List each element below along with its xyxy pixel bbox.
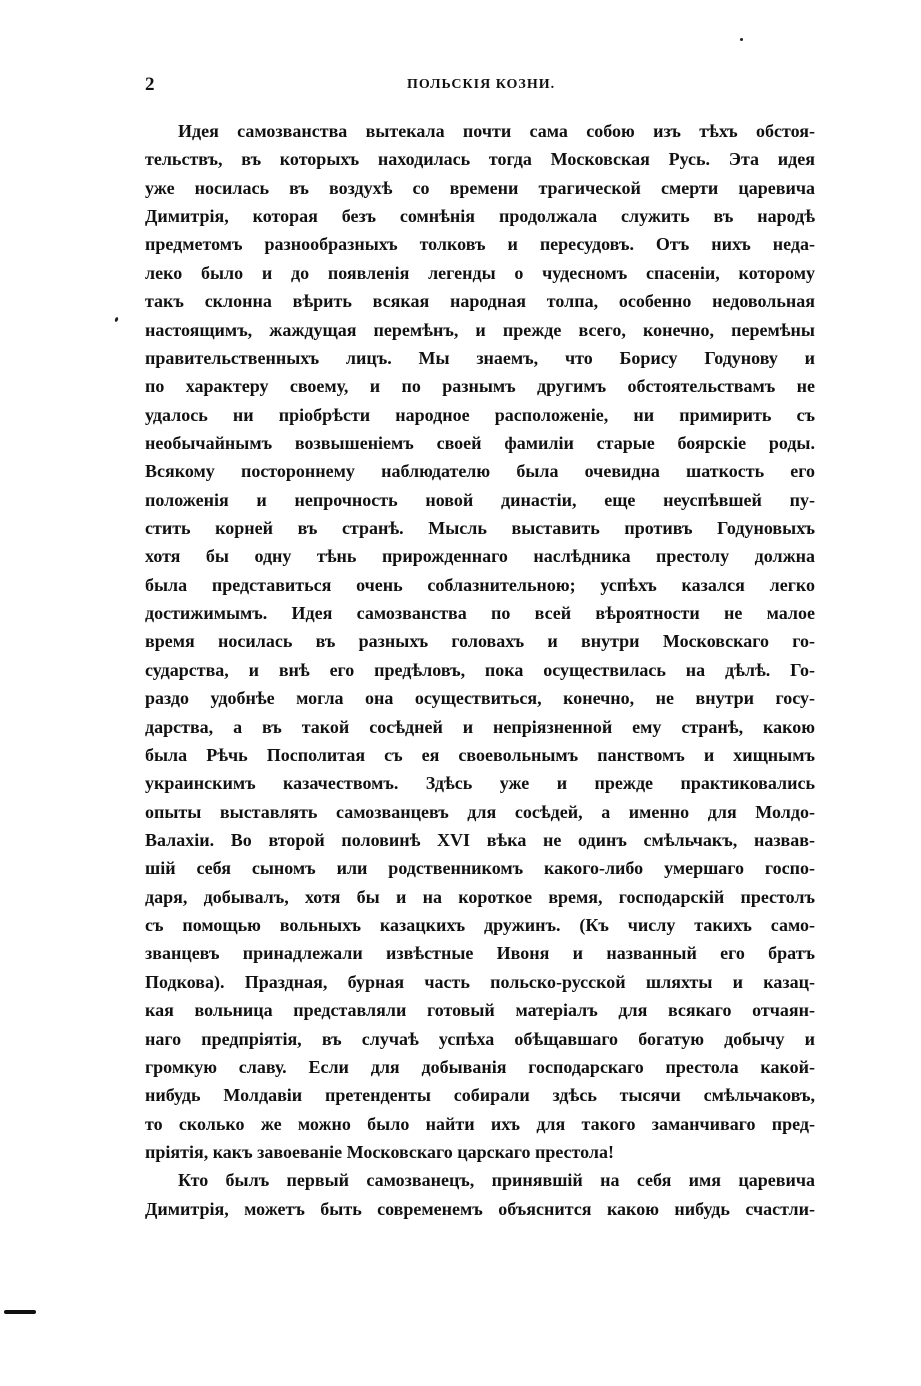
paragraph-1-line: сударства, и внѣ его предѣловъ, пока осуществилась на дѣлѣ. Го- [145, 659, 815, 680]
paragraph-1-line: время носилась въ разныхъ головахъ и внутри Московскаго го- [145, 631, 815, 652]
page-number: 2 [145, 74, 155, 95]
paragraph-1-line: хотя бы одну тѣнь прирожденнаго наслѣдника престолу должна [145, 546, 815, 567]
paragraph-1-line: уже носилась въ воздухѣ со времени трагической смерти царевича [145, 177, 815, 198]
paragraph-1-line: Идея самозванства вытекала почти сама собою изъ тѣхъ обстоя- [178, 121, 815, 141]
print-speck [740, 38, 743, 41]
paragraph-1-line: кая вольница представляли готовый матеріалъ для всякаго отчаян- [145, 1000, 815, 1021]
paragraph-1-line: была представиться очень соблазнительною; успѣхъ казался легко [145, 574, 815, 595]
page-header [145, 74, 815, 98]
paragraph-1-line: леко было и до появленія легенды о чудесномъ спасеніи, которому [145, 262, 815, 283]
paragraph-1-line: нибудь Молдавіи претенденты собирали здѣсь тысячи смѣльчаковъ, [145, 1085, 815, 1106]
paragraph-1-line: громкую славу. Если для добыванія господарскаго престола какой- [145, 1056, 815, 1077]
paragraph-1-line: необычайнымъ возвышеніемъ своей фамиліи старые боярскіе роды. [145, 432, 815, 453]
paragraph-1-line: правительственныхъ лицъ. Мы знаемъ, что Борису Годунову и [145, 347, 815, 368]
paragraph-1-line: Валахіи. Во второй половинѣ XVI вѣка не одинъ смѣльчакъ, назвав- [145, 829, 815, 850]
paragraph-1-line: украинскимъ казачествомъ. Здѣсь уже и прежде практиковались [145, 773, 815, 794]
print-speck [114, 317, 119, 323]
paragraph-1-line: достижимымъ. Идея самозванства по всей вѣроятности не малое [145, 603, 815, 624]
paragraph-1-line: такъ склонна вѣрить всякая народная толпа, особенно недовольная [145, 291, 815, 312]
paragraph-1-line: званцевъ принадлежали извѣстные Ивоня и названный его братъ [145, 943, 815, 964]
paragraph-1-line: опыты выставлять самозванцевъ для сосѣдей, а именно для Молдо- [145, 801, 815, 822]
paragraph-2-line: Кто былъ первый самозванецъ, принявшій на себя имя царевича [178, 1170, 815, 1191]
paragraph-1-line: тельствъ, въ которыхъ находилась тогда Московская Русь. Эта идея [145, 149, 815, 170]
paragraph-1-line: удалось ни пріобрѣсти народное расположеніе, ни примирить съ [145, 404, 815, 425]
paragraph-1-line: дарства, а въ такой сосѣдней и непріязненной ему странѣ, какою [145, 716, 815, 737]
paragraph-1-line: то сколько же можно было найти ихъ для такого заманчиваго пред- [145, 1113, 815, 1134]
paragraph-1-line: стить корней въ странѣ. Мысль выставить противъ Годуновыхъ [145, 518, 815, 539]
paragraph-1-line: раздо удобнѣе могла она осуществиться, конечно, не внутри госу- [145, 688, 815, 709]
paragraph-1-line: пріятія, какъ завоеваніе Московскаго царскаго престола! [145, 1141, 614, 1162]
paragraph-1-line: шій себя сыномъ или родственникомъ какого-либо умершаго госпо- [145, 858, 815, 879]
running-title: ПОЛЬСКІЯ КОЗНИ. [407, 77, 556, 92]
paragraph-1-line: Подкова). Праздная, бурная часть польско-русской шляхты и казац- [145, 971, 815, 992]
paragraph-1-line: Всякому постороннему наблюдателю была очевидна шаткость его [145, 461, 815, 482]
paragraph-1-line: была Рѣчь Посполитая съ ея своевольнымъ панствомъ и хищнымъ [145, 744, 815, 765]
paragraph-2-line: Димитрія, можетъ быть современемъ объяснится какою нибудь счастли- [145, 1198, 815, 1219]
paragraph-1-line: настоящимъ, жаждущая перемѣнъ, и прежде всего, конечно, перемѣны [145, 319, 815, 340]
body-text [145, 117, 815, 1223]
paragraph-1-line: предметомъ разнообразныхъ толковъ и пересудовъ. Отъ нихъ неда- [145, 234, 815, 255]
edge-mark [4, 1310, 36, 1314]
paragraph-1-line: съ помощью вольныхъ казацкихъ дружинъ. (Къ числу такихъ само- [145, 915, 815, 936]
paragraph-1-line: положенія и непрочность новой династіи, еще неуспѣвшей пу- [145, 489, 815, 510]
paragraph-1-line: по характеру своему, и по разнымъ другимъ обстоятельствамъ не [145, 376, 815, 397]
paragraph-1-line: наго предпріятія, въ случаѣ успѣха обѣщавшаго богатую добычу и [145, 1028, 815, 1049]
paragraph-1-line: даря, добывалъ, хотя бы и на короткое время, господарскій престолъ [145, 886, 815, 907]
paragraph-1-line: Димитрія, которая безъ сомнѣнія продолжала служить въ народѣ [145, 206, 815, 227]
